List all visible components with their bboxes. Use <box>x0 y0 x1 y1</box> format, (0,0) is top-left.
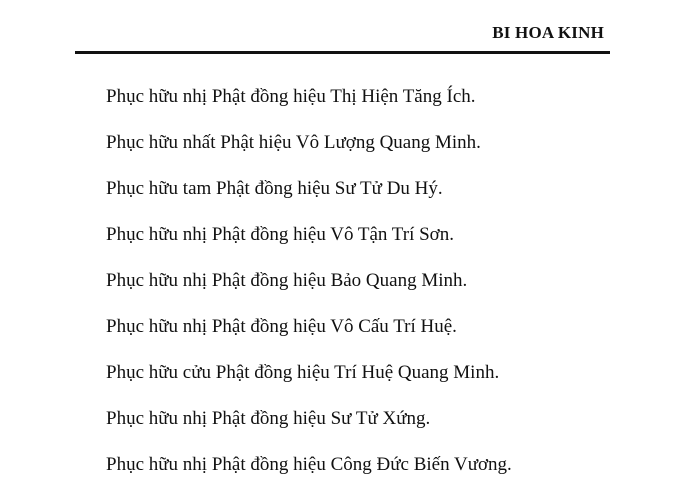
text-line: Phục hữu nhị Phật đồng hiệu Bảo Quang Minh. <box>106 270 468 291</box>
text-line: Phục hữu nhị Phật đồng hiệu Vô Cấu Trí Huệ. <box>106 316 457 337</box>
text-line: Phục hữu nhị Phật đồng hiệu Vô Tận Trí Sơn. <box>106 224 454 245</box>
text-line: Phục hữu tam Phật đồng hiệu Sư Tử Du Hý. <box>106 178 443 199</box>
page-header <box>75 20 610 54</box>
running-title: BI HOA KINH <box>492 23 604 42</box>
text-line: Phục hữu nhị Phật đồng hiệu Sư Tử Xứng. <box>106 408 431 429</box>
text-line: Phục hữu cửu Phật đồng hiệu Trí Huệ Quang Minh. <box>106 362 500 383</box>
text-line: Phục hữu nhị Phật đồng hiệu Thị Hiện Tăng Ích. <box>106 86 476 107</box>
text-line: Phục hữu nhị Phật đồng hiệu Công Đức Biến Vương. <box>106 454 512 475</box>
text-body <box>106 84 512 498</box>
text-line: Phục hữu nhất Phật hiệu Vô Lượng Quang Minh. <box>106 132 481 153</box>
